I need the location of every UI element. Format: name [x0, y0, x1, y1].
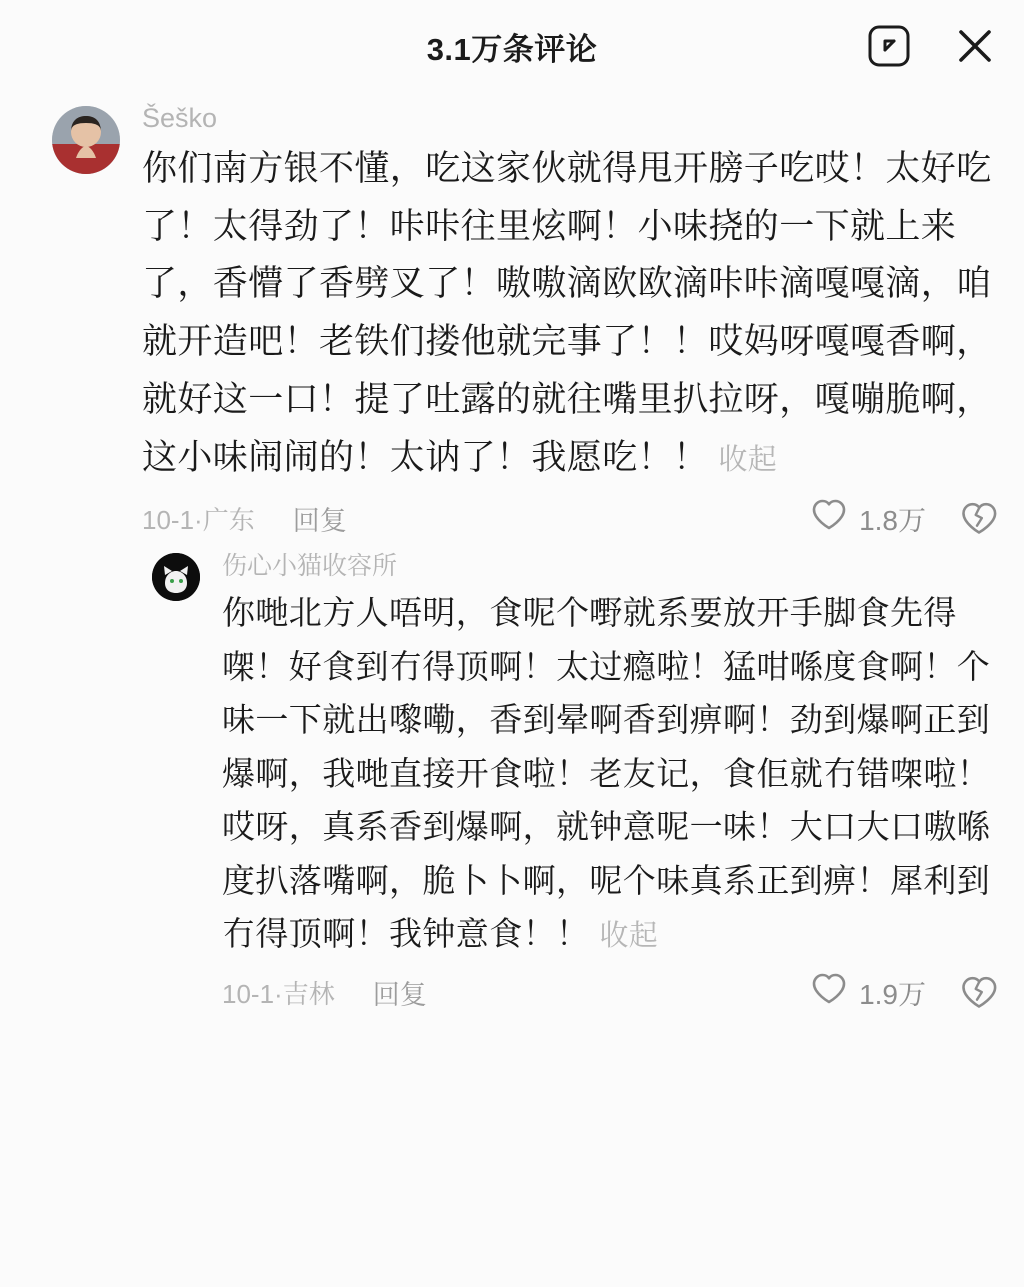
expand-icon[interactable] [866, 23, 912, 69]
avatar[interactable] [152, 553, 200, 601]
like-button[interactable] [811, 498, 926, 539]
collapse-link[interactable]: 收起 [599, 920, 659, 953]
comment-text-content: 你哋北方人唔明，食呢个嘢就系要放开手脚食先得㗎！好食到冇得顶啊！太过瘾啦！猛咁喺度食啊！个味一下就出嚟嘞，香到晕啊香到痹啊！劲到爆啊正到爆啊，我哋直接开食啦！老友记，食佢就冇错㗎啦！哎呀，真系香到爆啊，就钟意呢一味！大口大口嗷喺度扒落嘴啊，脆卜卜啊，呢个味真系正到痹！犀利到冇得顶啊！我钟意食！！ [222, 594, 991, 953]
heart-icon [811, 498, 847, 539]
heart-icon [811, 972, 847, 1013]
page-title: 3.1万条评论 [426, 31, 598, 67]
comment-meta [222, 972, 998, 1013]
avatar[interactable] [52, 106, 120, 174]
comment-date: 10-1·吉林 [222, 979, 335, 1010]
comment-text [142, 140, 998, 487]
comment-text [222, 586, 998, 960]
comment-meta [142, 498, 998, 539]
comment-body [200, 549, 998, 1013]
collapse-link[interactable]: 收起 [718, 443, 778, 476]
comment-author: Šeško [142, 103, 218, 133]
comment-body [120, 100, 998, 539]
like-count: 1.8万 [859, 504, 926, 536]
broken-heart-icon[interactable] [960, 975, 998, 1011]
comments-header [0, 0, 1024, 92]
list-item [0, 539, 1024, 1013]
comment-author: 伤心小猫收容所 [222, 552, 398, 581]
broken-heart-icon[interactable] [960, 501, 998, 537]
reply-button[interactable]: 回复 [372, 980, 427, 1011]
like-count: 1.9万 [859, 978, 926, 1010]
like-button[interactable] [811, 972, 926, 1013]
reply-button[interactable]: 回复 [292, 506, 347, 537]
list-item [0, 92, 1024, 539]
close-icon[interactable] [952, 23, 998, 69]
comment-date: 10-1·广东 [142, 505, 255, 536]
comment-list [0, 92, 1024, 1013]
header-actions [866, 23, 998, 69]
comment-text-content: 你们南方银不懂，吃这家伙就得甩开膀子吃哎！太好吃了！太得劲了！咔咔往里炫啊！小味挠的一下就上来了，香懵了香劈叉了！嗷嗷滴欧欧滴咔咔滴嘎嘎滴，咱就开造吧！老铁们搂他就完事了！！哎妈呀嘎嘎香啊，就好这一口！提了吐露的就往嘴里扒拉呀，嘎嘣脆啊，这小味闹闹的！太讷了！我愿吃！！ [142, 148, 992, 477]
